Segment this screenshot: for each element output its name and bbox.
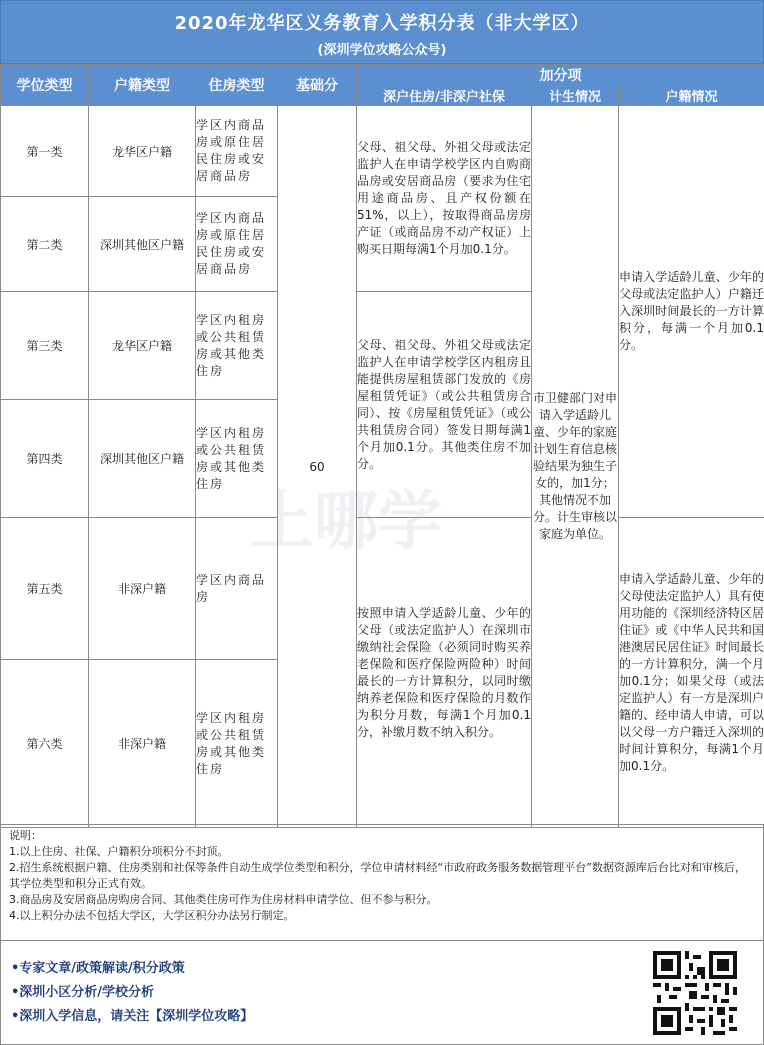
notes-section <box>0 824 764 941</box>
table-row <box>1 518 764 660</box>
footer-link-analysis[interactable]: •深圳小区分析/学校分析 <box>11 985 155 1000</box>
header-bonus-hukou: 户籍情况 <box>619 86 764 106</box>
qr-code-icon[interactable] <box>653 951 737 1035</box>
housing-cell: 学区内租房或公共租赁房或其他类住房 <box>196 292 278 400</box>
header-bonus-housing: 深户住房/非深户社保 <box>357 86 532 106</box>
owned-housing-rule: 父母、祖父母、外祖父母或法定监护人在申请学校学区内自购商品房或安居商品房（要求为住宅用途商品房、且产权份额在51%，以上），按取得商品房房产证（或商品房不动产权证）上购买日期每满1个月加0.1分。 <box>357 106 532 292</box>
footer <box>0 941 764 1045</box>
hukou-cell: 龙华区户籍 <box>89 292 196 400</box>
housing-cell: 学区内商品房或原住居民住房或安居商品房 <box>196 106 278 197</box>
category-cell: 第二类 <box>1 197 89 292</box>
note-item: 3.商品房及安居商品房购房合同、其他类住房可作为住房材料申请学位、但不参与积分。 <box>9 893 438 906</box>
base-score-cell: 60 <box>278 106 357 828</box>
hukou-cell: 龙华区户籍 <box>89 106 196 197</box>
header-hukou: 户籍类型 <box>89 65 196 106</box>
housing-cell: 学区内商品房 <box>196 518 278 660</box>
note-item: 1.以上住房、社保、户籍积分项积分不封顶。 <box>9 845 229 858</box>
footer-link-follow[interactable]: •深圳入学信息，请关注【深圳学位攻略】 <box>11 1009 254 1024</box>
title-banner <box>0 0 764 64</box>
category-cell: 第四类 <box>1 400 89 518</box>
rented-housing-rule: 父母、祖父母、外祖父母或法定监护人在申请学校学区内租房且能提供房屋租赁部门发放的《房屋租赁凭证》（或公共租赁房合同）、按《房屋租赁凭证》（或公共租赁房合同）签发日期每满1个月加0.1分。其他类住房不加分。 <box>357 292 532 518</box>
hukou-shenzhen-rule: 申请入学适龄儿童、少年的父母或法定监护人）户籍迁入深圳时间最长的一方计算积分，每满一个月加0.1分。 <box>619 106 764 518</box>
footer-link-articles[interactable]: •专家文章/政策解读/积分政策 <box>11 961 185 976</box>
page-title: 2020年龙华区义务教育入学积分表（非大学区） <box>174 13 590 34</box>
social-security-rule: 按照申请入学适龄儿童、少年的父母（或法定监护人）在深圳市缴纳社会保险（必须同时购买养老保险和医疗保险两险种）时间最长的一方计算积分，以同时缴纳养老保险和医疗保险的月数作为积分月数，每满1个月加0.1分，补缴月数不纳入积分。 <box>357 518 532 828</box>
category-cell: 第三类 <box>1 292 89 400</box>
watermark: 上哪学 <box>250 485 442 559</box>
hukou-cell: 非深户籍 <box>89 660 196 828</box>
footer-links <box>11 957 253 1029</box>
hukou-cell: 非深户籍 <box>89 518 196 660</box>
header-bonus: 加分项 <box>357 65 764 86</box>
housing-cell: 学区内租房或公共租赁房或其他类住房 <box>196 400 278 518</box>
housing-cell: 学区内商品房或原住居民住房或安居商品房 <box>196 197 278 292</box>
category-cell: 第六类 <box>1 660 89 828</box>
header-bonus-family-planning: 计生情况 <box>532 86 619 106</box>
housing-cell: 学区内租房或公共租赁房或其他类住房 <box>196 660 278 828</box>
note-item: 4.以上积分办法不包括大学区，大学区积分办法另行制定。 <box>9 909 295 922</box>
category-cell: 第五类 <box>1 518 89 660</box>
header-category: 学位类型 <box>1 65 89 106</box>
category-cell: 第一类 <box>1 106 89 197</box>
hukou-cell: 深圳其他区户籍 <box>89 197 196 292</box>
note-item: 2.招生系统根据户籍、住房类别和社保等条件自动生成学位类型和积分，学位申请材料经“市政府政务服务数据管理平台”数据资源库后台比对和审核后，其学位类型和积分正式有效。 <box>9 861 746 890</box>
notes-heading: 说明： <box>9 829 42 842</box>
header-housing: 住房类型 <box>196 65 278 106</box>
score-table <box>0 64 764 828</box>
hukou-cell: 深圳其他区户籍 <box>89 400 196 518</box>
header-base-score: 基础分 <box>278 65 357 106</box>
family-planning-rule: 市卫健部门对申请入学适龄儿童、少年的家庭计划生育信息核验结果为独生子女的，加1分；其他情况不加分。计生审核以家庭为单位。 <box>532 106 619 828</box>
page-subtitle: (深圳学位攻略公众号) <box>317 43 447 58</box>
hukou-non-shenzhen-rule: 申请入学适龄儿童、少年的父母使法定监护人）具有使用功能的《深圳经济特区居住证》或《中华人民共和国港澳居民居住证》时间最长的一方计算积分，满一个月加0.1分；如果父母（或法定监护人）有一方是深圳户籍的、经申请人申请，可以以父母一方户籍迁入深圳的时间计算积分，每满1个月加0.1分。 <box>619 518 764 828</box>
table-row <box>1 106 764 197</box>
